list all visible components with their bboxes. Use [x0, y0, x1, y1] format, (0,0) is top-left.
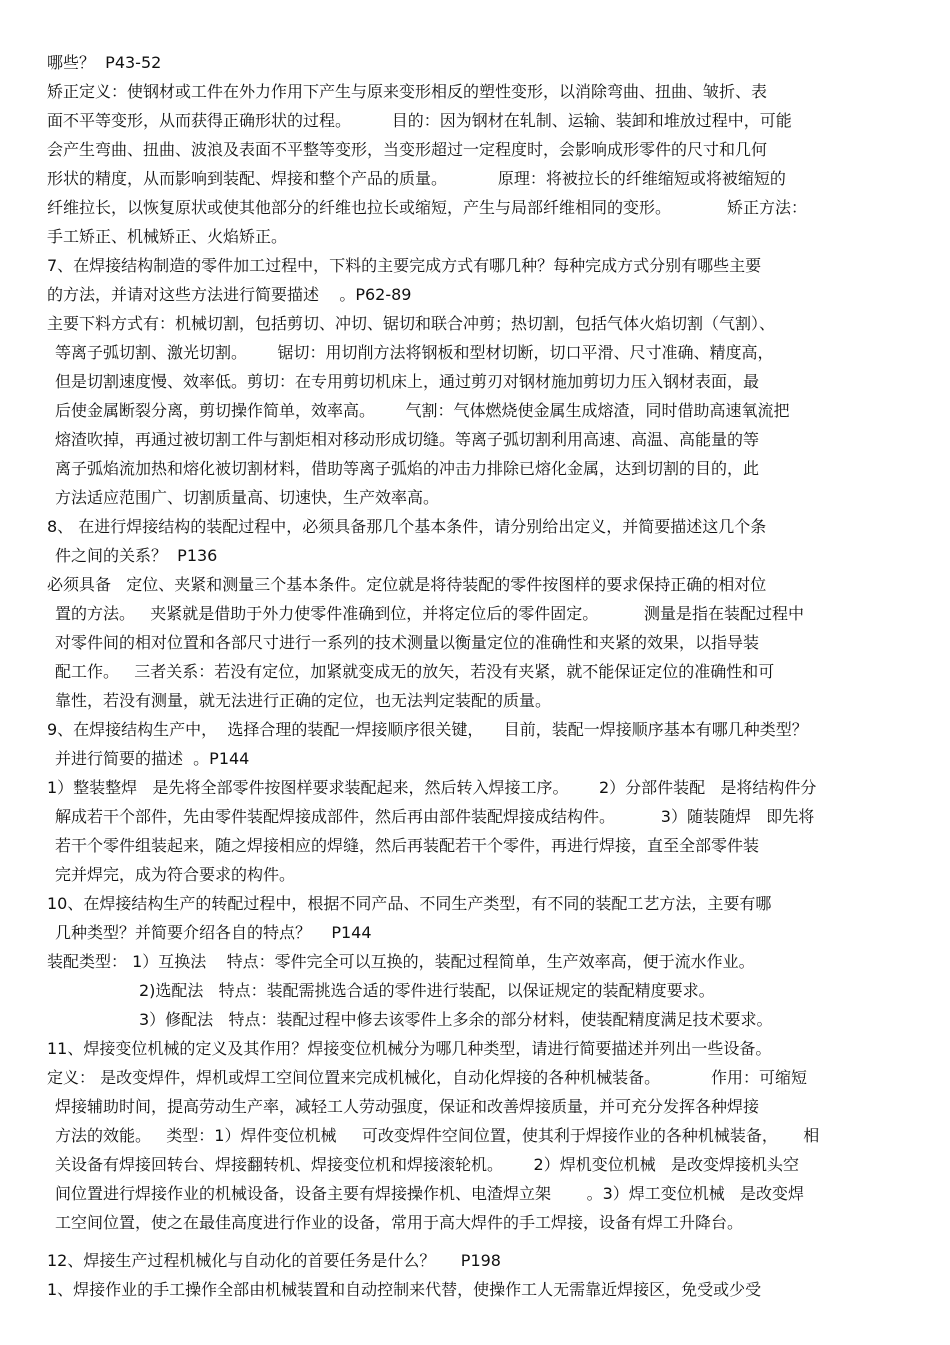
question-heading: 11、焊接变位机械的定义及其作用？焊接变位机械分为哪几种类型，请进行简要描述并列出一些设备。: [47, 1039, 772, 1058]
text-line: 装配类型： 1）互换法 特点：零件完全可以互换的，装配过程简单，生产效率高，便于流水作业。: [47, 952, 755, 971]
question-heading: 10、在焊接结构生产的转配过程中，根据不同产品、不同生产类型，有不同的装配工艺方法，主要有哪: [47, 894, 772, 913]
text-line: 焊接辅助时间，提高劳动生产率，减轻工人劳动强度，保证和改善焊接质量，并可充分发挥各种焊接: [55, 1097, 760, 1116]
text-line: 关设备有焊接回转台、焊接翻转机、焊接变位机和焊接滚轮机。 2）焊机变位机械 是改变焊接机头空: [55, 1155, 799, 1174]
text-line: 形状的精度，从而影响到装配、焊接和整个产品的质量。 原理：将被拉长的纤维缩短或将被缩短的: [47, 169, 786, 188]
question-heading: 件之间的关系？ P136: [55, 546, 218, 565]
text-line: 完并焊完，成为符合要求的构件。: [55, 865, 296, 884]
text-line: 解成若干个部件，先由零件装配焊接成部件，然后再由部件装配焊接成结构件。 3）随装随焊 即先将: [55, 807, 815, 826]
text-line: 方法适应范围广、切割质量高、切速快，生产效率高。: [55, 488, 440, 507]
question-heading: 8、 在进行焊接结构的装配过程中，必须具备那几个基本条件，请分别给出定义，并简要描述这几个条: [47, 517, 767, 536]
text-line: 面不平等变形，从而获得正确形状的过程。 目的：因为钢材在轧制、运输、装卸和堆放过程中，可能: [47, 111, 792, 130]
text-line: 3）修配法 特点：装配过程中修去该零件上多余的部分材料，使装配精度满足技术要求。: [139, 1010, 773, 1029]
question-heading: 12、焊接生产过程机械化与自动化的首要任务是什么？ P198: [47, 1251, 501, 1270]
text-line: 2)选配法 特点：装配需挑选合适的零件进行装配，以保证规定的装配精度要求。: [139, 981, 715, 1000]
text-line: 等离子弧切割、激光切割。 锯切：用切削方法将钢板和型材切断，切口平滑、尺寸准确、精度高，: [55, 343, 774, 362]
text-line: 1、焊接作业的手工操作全部由机械装置和自动控制来代替，使操作工人无需靠近焊接区，免受或少受: [47, 1280, 762, 1299]
text-line: 后使金属断裂分离，剪切操作简单，效率高。 气割：气体燃烧使金属生成熔渣，同时借助高速氧流把: [55, 401, 790, 420]
text-line: 靠性，若没有测量，就无法进行正确的定位，也无法判定装配的质量。: [55, 691, 552, 710]
text-line: 哪些？ P43-52: [47, 53, 162, 72]
text-line: 熔渣吹掉，再通过被切割工件与割炬相对移动形成切缝。等离子弧切割利用高速、高温、高能量的等: [55, 430, 760, 449]
text-line: 离子弧焰流加热和熔化被切割材料，借助等离子弧焰的冲击力排除已熔化金属，达到切割的目的，此: [55, 459, 760, 478]
text-line: 1）整装整焊 是先将全部零件按图样要求装配起来，然后转入焊接工序。 2）分部件装配 是将结构件分: [47, 778, 817, 797]
text-line: 方法的效能。 类型：1）焊件变位机械 可改变焊件空间位置，使其利于焊接作业的各种机械装备， 相: [55, 1126, 820, 1145]
question-heading: 并进行简要的描述 。P144: [55, 749, 250, 768]
text-line: 对零件间的相对位置和各部尺寸进行一系列的技术测量以衡量定位的准确性和夹紧的效果，以指导装: [55, 633, 760, 652]
text-line: 定义： 是改变焊件，焊机或焊工空间位置来完成机械化，自动化焊接的各种机械装备。 作用：可缩短: [47, 1068, 807, 1087]
text-line: 会产生弯曲、扭曲、波浪及表面不平整等变形，当变形超过一定程度时，会影响成形零件的尺寸和几何: [47, 140, 768, 159]
text-line: 矫正定义：使钢材或工件在外力作用下产生与原来变形相反的塑性变形，以消除弯曲、扭曲、皱折、表: [47, 82, 768, 101]
text-line: 手工矫正、机械矫正、火焰矫正。: [47, 227, 288, 246]
text-line: 但是切割速度慢、效率低。剪切：在专用剪切机床上，通过剪刃对钢材施加剪切力压入钢材表面，最: [55, 372, 760, 391]
text-line: 纤维拉长，以恢复原状或使其他部分的纤维也拉长或缩短，产生与局部纤维相同的变形。 矫正方法：: [47, 198, 807, 217]
text-line: 若干个零件组装起来，随之焊接相应的焊缝，然后再装配若干个零件，再进行焊接，直至全部零件装: [55, 836, 760, 855]
question-heading: 7、在焊接结构制造的零件加工过程中，下料的主要完成方式有哪几种？每种完成方式分别有哪些主要: [47, 256, 762, 275]
text-line: 主要下料方式有：机械切割，包括剪切、冲切、锯切和联合冲剪；热切割，包括气体火焰切割（气割）、: [47, 314, 776, 333]
text-line: 配工作。 三者关系：若没有定位，加紧就变成无的放矢，若没有夹紧，就不能保证定位的准确性和可: [55, 662, 775, 681]
text-line: 间位置进行焊接作业的机械设备，设备主要有焊接操作机、电渣焊立架 。3）焊工变位机械 是改变焊: [55, 1184, 805, 1203]
question-heading: 几种类型？并简要介绍各自的特点？ P144: [55, 923, 372, 942]
text-line: 工空间位置，使之在最佳高度进行作业的设备，常用于高大焊件的手工焊接，设备有焊工升降台。: [55, 1213, 744, 1232]
question-heading: 的方法，并请对这些方法进行简要描述 。P62-89: [47, 285, 412, 304]
text-line: 必须具备 定位、夹紧和测量三个基本条件。定位就是将待装配的零件按图样的要求保持正确的相对位: [47, 575, 767, 594]
text-line: 置的方法。 夹紧就是借助于外力使零件准确到位，并将定位后的零件固定。 测量是指在装配过程中: [55, 604, 805, 623]
question-heading: 9、在焊接结构生产中， 选择合理的装配一焊接顺序很关键， 目前，装配一焊接顺序基本有哪几种类型？: [47, 720, 808, 739]
